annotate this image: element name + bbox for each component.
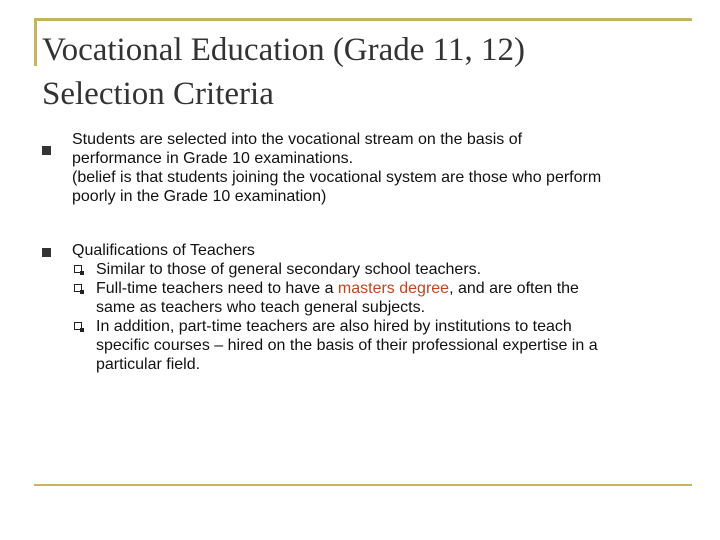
top-accent-rule xyxy=(34,18,692,21)
sub-bullet-line: specific courses – hired on the basis of their professional expertise in a xyxy=(96,337,598,354)
square-bullet-icon xyxy=(42,248,51,257)
bullet-line: poorly in the Grade 10 examination) xyxy=(72,188,327,205)
sub-bullet-line: particular field. xyxy=(96,356,201,373)
bottom-accent-rule xyxy=(34,484,692,486)
text-run: , and are often the xyxy=(449,280,579,297)
hollow-square-bullet-icon xyxy=(74,284,82,292)
sub-bullet-list xyxy=(72,260,692,374)
left-accent-rule xyxy=(34,18,37,66)
bullet-line: performance in Grade 10 examinations. xyxy=(72,150,354,167)
title-line: Vocational Education (Grade 11, 12) xyxy=(42,32,525,68)
sub-bullet-item xyxy=(72,317,692,374)
square-bullet-icon xyxy=(42,146,51,155)
text-run: Full-time teachers need to have a xyxy=(96,280,338,297)
bullet-line: (belief is that students joining the vocational system are those who perform xyxy=(72,169,602,186)
title-line: Selection Criteria xyxy=(42,76,274,112)
sub-bullet-line: Similar to those of general secondary school teachers. xyxy=(96,261,482,278)
sub-bullet-line xyxy=(96,279,692,298)
bullet-selection xyxy=(72,130,692,206)
bullet-heading: Qualifications of Teachers xyxy=(72,242,255,259)
highlighted-term: masters degree xyxy=(337,280,450,297)
hollow-square-bullet-icon xyxy=(74,322,82,330)
sub-bullet-item xyxy=(72,260,692,279)
sub-bullet-item xyxy=(72,279,692,317)
hollow-square-bullet-icon xyxy=(74,265,82,273)
bullet-qualifications xyxy=(72,241,692,374)
slide-title xyxy=(42,28,682,116)
sub-bullet-line: same as teachers who teach general subjects. xyxy=(96,299,426,316)
sub-bullet-line: In addition, part-time teachers are also hired by institutions to teach xyxy=(96,318,572,335)
bullet-line: Students are selected into the vocational stream on the basis of xyxy=(72,131,523,148)
